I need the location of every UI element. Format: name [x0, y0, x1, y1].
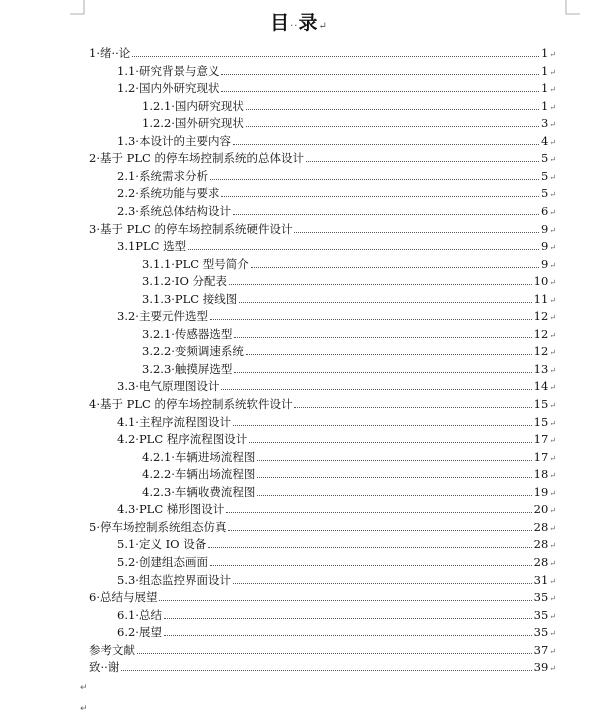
toc-page-number: 10 — [533, 274, 549, 289]
toc-entry[interactable] — [142, 466, 556, 484]
paragraph-mark-icon: ↵ — [549, 611, 556, 621]
toc-page-number: 28 — [533, 537, 549, 552]
paragraph-mark-icon: ↵ — [549, 523, 556, 533]
toc-entry-title: 3.2.1·传感器选型 — [142, 326, 233, 341]
toc-entry[interactable] — [142, 98, 556, 116]
toc-page-number: 9 — [540, 256, 549, 271]
toc-dot-leader — [233, 214, 539, 215]
toc-entry[interactable] — [142, 291, 556, 309]
toc-entry[interactable] — [89, 642, 556, 660]
toc-entry[interactable] — [117, 572, 556, 590]
toc-entry-title: 2.2·系统功能与要求 — [117, 186, 220, 201]
toc-entry[interactable] — [89, 589, 556, 607]
toc-dot-leader — [221, 91, 539, 92]
toc-dot-leader — [249, 442, 531, 443]
toc-page-number: 39 — [533, 660, 549, 675]
paragraph-mark-icon: ↵ — [549, 664, 556, 674]
toc-dot-leader — [234, 372, 531, 373]
toc-entry-title: 4.2.1·车辆进场流程图 — [142, 449, 256, 464]
toc-page-number: 9 — [540, 221, 549, 236]
toc-page-number: 1 — [540, 63, 549, 78]
paragraph-mark-icon: ↵ — [549, 594, 556, 604]
toc-page-number: 12 — [533, 344, 549, 359]
toc-dot-leader — [132, 56, 539, 57]
toc-page-number: 19 — [533, 484, 549, 499]
paragraph-mark-icon: ↵ — [549, 436, 556, 446]
toc-dot-leader — [221, 74, 539, 75]
toc-entry[interactable] — [117, 607, 556, 625]
toc-page-number: 15 — [533, 397, 549, 411]
paragraph-mark-icon: ↵ — [80, 683, 88, 693]
paragraph-mark-icon: ↵ — [549, 278, 556, 288]
toc-entry[interactable] — [117, 536, 556, 554]
toc-entry-title: 3.2·主要元件选型 — [117, 309, 208, 324]
toc-entry-title: 致··谢 — [89, 660, 120, 675]
toc-page-number: 35 — [533, 607, 549, 622]
paragraph-mark-icon: ↵ — [549, 155, 556, 165]
paragraph-mark-icon: ↵ — [549, 207, 556, 217]
paragraph-mark-icon: ↵ — [549, 295, 556, 305]
toc-entry[interactable] — [89, 659, 556, 677]
toc-entry-title: 6.2·展望 — [117, 625, 162, 640]
toc-entry[interactable] — [89, 45, 556, 63]
toc-page-number: 1 — [540, 98, 549, 113]
toc-entry[interactable] — [117, 80, 556, 98]
paragraph-mark-icon: ↵ — [549, 243, 556, 253]
toc-entry[interactable] — [117, 238, 556, 256]
toc-entry-title: 4·基于 PLC 的停车场控制系统软件设计 — [89, 397, 293, 411]
toc-entry[interactable] — [142, 326, 556, 344]
toc-entry-title: 3.1PLC 选型 — [117, 239, 187, 254]
paragraph-mark-icon: ↵ — [549, 67, 556, 77]
toc-page-number: 3 — [540, 116, 549, 131]
paragraph-mark-icon: ↵ — [549, 120, 556, 130]
toc-entry[interactable] — [117, 133, 556, 151]
paragraph-mark-icon: ↵ — [549, 576, 556, 586]
toc-entry-title: 2.3·系统总体结构设计 — [117, 203, 231, 218]
toc-entry-title: 5.2·创建组态画面 — [117, 554, 208, 569]
toc-dot-leader — [257, 477, 531, 478]
paragraph-mark-icon: ↵ — [549, 453, 556, 463]
toc-entry-title: 1.3·本设计的主要内容 — [117, 133, 231, 148]
toc-entry[interactable] — [142, 484, 556, 502]
toc-entry[interactable] — [117, 63, 556, 81]
toc-entry[interactable] — [117, 414, 556, 432]
toc-entry[interactable] — [117, 431, 556, 449]
toc-entry-title: 3·基于 PLC 的停车场控制系统硬件设计 — [89, 221, 293, 236]
toc-entry[interactable] — [117, 624, 556, 642]
toc-entry-title: 1.1·研究背景与意义 — [117, 63, 220, 78]
toc-entry-title: 5.3·组态监控界面设计 — [117, 572, 231, 587]
toc-page-number: 6 — [540, 203, 549, 218]
toc-dot-leader — [159, 600, 531, 601]
toc-page-number: 35 — [533, 590, 549, 605]
toc-page-number: 17 — [533, 449, 549, 464]
paragraph-mark-icon: ↵ — [549, 313, 556, 323]
paragraph-mark-icon: ↵ — [549, 190, 556, 200]
toc-entry[interactable] — [142, 343, 556, 361]
toc-dot-leader — [210, 565, 532, 566]
paragraph-mark-icon: ↵ — [549, 365, 556, 375]
toc-page-number: 37 — [533, 642, 549, 657]
paragraph-mark-icon: ↵ — [549, 401, 556, 410]
toc-dot-leader — [210, 319, 532, 320]
toc-dot-leader — [221, 389, 531, 390]
toc-page-number: 1 — [540, 81, 549, 96]
page-title — [0, 8, 598, 35]
toc-dot-leader — [228, 530, 531, 531]
toc-page-number: 5 — [540, 168, 549, 183]
toc-page-number: 5 — [540, 186, 549, 201]
title-char-2: 录 — [298, 12, 319, 34]
toc-page-number: 18 — [533, 467, 549, 482]
paragraph-mark-icon: ↵ — [549, 629, 556, 639]
toc-dot-leader — [306, 161, 539, 162]
toc-entry[interactable] — [142, 361, 556, 379]
toc-entry[interactable] — [142, 115, 556, 133]
toc-dot-leader — [229, 284, 532, 285]
toc-entry[interactable] — [117, 501, 556, 519]
toc-entry[interactable] — [117, 168, 556, 186]
toc-dot-leader — [246, 354, 532, 355]
toc-dot-leader — [137, 653, 532, 654]
paragraph-mark-icon: ↵ — [549, 137, 556, 147]
toc-entry-title: 3.2.3·触摸屏选型 — [142, 361, 233, 376]
toc-entry-title: 1.2.2·国外研究现状 — [142, 116, 244, 131]
paragraph-mark-icon: ↵ — [549, 541, 556, 551]
toc-dot-leader — [121, 670, 531, 671]
toc-dot-leader — [234, 337, 531, 338]
paragraph-mark-icon: ↵ — [549, 348, 556, 358]
toc-dot-leader — [246, 126, 539, 127]
toc-entry-title: 1·绪··论 — [89, 46, 131, 60]
toc-entry-title: 3.3·电气原理图设计 — [117, 379, 220, 394]
toc-page-number: 35 — [533, 625, 549, 640]
toc-page-number: 5 — [540, 151, 549, 166]
paragraph-mark-icon: ↵ — [549, 225, 556, 235]
toc-page-number: 20 — [533, 502, 549, 517]
toc-page-number: 15 — [533, 414, 549, 429]
toc-dot-leader — [164, 635, 532, 636]
paragraph-mark-icon: ↵ — [549, 330, 556, 340]
paragraph-mark-icon: ↵ — [549, 260, 556, 270]
toc-entry[interactable] — [117, 554, 556, 572]
toc-dot-leader — [233, 583, 532, 584]
toc-page-number: 28 — [533, 519, 549, 534]
toc-entry[interactable] — [142, 273, 556, 291]
paragraph-mark-icon: ↵ — [549, 418, 556, 428]
paragraph-mark-icon: ↵ — [549, 50, 556, 59]
paragraph-mark-icon: ↵ — [549, 488, 556, 498]
toc-dot-leader — [188, 249, 539, 250]
toc-entry-title: 3.1.2·IO 分配表 — [142, 274, 228, 289]
toc-entry-title: 2·基于 PLC 的停车场控制系统的总体设计 — [89, 151, 304, 166]
toc-entry[interactable] — [117, 378, 556, 396]
toc-entry[interactable] — [89, 396, 556, 414]
toc-page-number: 31 — [533, 572, 549, 587]
toc-entry-title: 4.2·PLC 程序流程图设计 — [117, 432, 248, 447]
toc-page-number: 4 — [540, 133, 549, 148]
toc-entry-title: 3.2.2·变频调速系统 — [142, 344, 244, 359]
paragraph-mark-icon: ↵ — [549, 383, 556, 393]
toc-page-number: 11 — [533, 291, 549, 306]
toc-entry-title: 4.3·PLC 梯形图设计 — [117, 502, 225, 517]
toc-page-number: 14 — [533, 379, 549, 394]
toc-entry[interactable] — [89, 221, 556, 239]
toc-entry-title: 6.1·总结 — [117, 607, 162, 622]
toc-dot-leader — [251, 267, 539, 268]
paragraph-mark-icon: ↵ — [549, 471, 556, 481]
toc-entry-title: 6·总结与展望 — [89, 590, 158, 605]
toc-dot-leader — [294, 232, 539, 233]
toc-page-number: 12 — [533, 326, 549, 341]
title-char-1: 目 — [270, 12, 291, 34]
toc-entry[interactable] — [117, 203, 556, 221]
toc-dot-leader — [208, 547, 531, 548]
toc-page-number: 1 — [540, 46, 549, 60]
toc-entry-title: 4.2.2·车辆出场流程图 — [142, 467, 256, 482]
paragraph-mark-icon: ↵ — [318, 21, 328, 32]
paragraph-mark-icon: ↵ — [549, 172, 556, 182]
toc-page-number: 9 — [540, 239, 549, 254]
paragraph-mark-icon: ↵ — [549, 506, 556, 516]
toc-dot-leader — [294, 407, 531, 408]
title-spacer-dots: ·· — [290, 21, 299, 32]
toc-page-number: 28 — [533, 554, 549, 569]
toc-entry[interactable] — [142, 449, 556, 467]
toc-entry-title: 4.1·主程序流程图设计 — [117, 414, 231, 429]
toc-dot-leader — [257, 495, 531, 496]
toc-dot-leader — [233, 425, 532, 426]
toc-dot-leader — [257, 460, 531, 461]
paragraph-mark-icon: ↵ — [549, 558, 556, 568]
toc-page-number: 12 — [533, 309, 549, 324]
toc-dot-leader — [226, 512, 531, 513]
toc-dot-leader — [164, 618, 532, 619]
paragraph-mark-icon: ↵ — [549, 102, 556, 112]
toc-page-number: 13 — [533, 361, 549, 376]
toc-entry[interactable] — [142, 256, 556, 274]
paragraph-mark-icon: ↵ — [549, 85, 556, 95]
toc-entry-title: 5·停车场控制系统组态仿真 — [89, 519, 227, 534]
toc-entry[interactable] — [89, 150, 556, 168]
toc-dot-leader — [246, 109, 539, 110]
toc-entry-title: 3.1.3·PLC 接线图 — [142, 291, 238, 306]
toc-dot-leader — [221, 196, 539, 197]
paragraph-mark-icon: ↵ — [549, 646, 556, 656]
toc-entry-title: 2.1·系统需求分析 — [117, 168, 208, 183]
toc-entry-title: 3.1.1·PLC 型号简介 — [142, 256, 249, 271]
toc-dot-leader — [233, 144, 539, 145]
toc-entry[interactable] — [89, 519, 556, 537]
toc-page-number: 17 — [533, 432, 549, 447]
toc-entry-title: 5.1·定义 IO 设备 — [117, 537, 207, 552]
toc-entry-title: 参考文献 — [89, 642, 135, 657]
toc-dot-leader — [210, 179, 539, 180]
toc-entry-title: 4.2.3·车辆收费流程图 — [142, 484, 256, 499]
toc-entry[interactable] — [117, 185, 556, 203]
toc-entry-title: 1.2.1·国内研究现状 — [142, 98, 244, 113]
toc-entry[interactable] — [117, 308, 556, 326]
toc-entry-title: 1.2·国内外研究现状 — [117, 81, 220, 96]
toc-dot-leader — [239, 302, 531, 303]
paragraph-mark-icon: ↵ — [80, 704, 88, 714]
